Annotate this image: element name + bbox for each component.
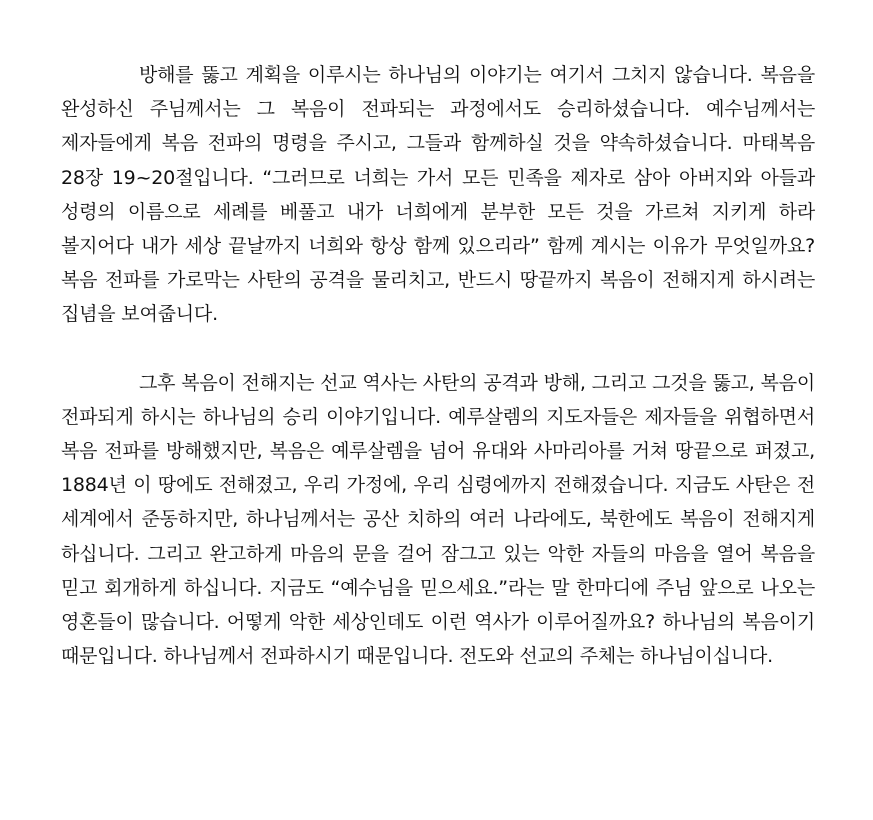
paragraph-1: 방해를 뚫고 계획을 이루시는 하나님의 이야기는 여기서 그치지 않습니다. 복음을 완성하신 주님께서는 그 복음이 전파되는 과정에서도 승리하셨습니다. 예수님께서는 제자들에게 복음 전파의 명령을 주시고, 그들과 함께하실 것을 약속하셨습니다. 마태복음 28장 19~20절입니다. “그러므로 너희는 가서 모든 민족을 제자로 삼아 아버지와 아들과 성령의 이름으로 세례를 베풀고 내가 너희에게 분부한 모든 것을 가르쳐 지키게 하라 볼지어다 내가 세상 끝날까지 너희와 항상 함께 있으리라” 함께 계시는 이유가 무엇일까요? 복음 전파를 가로막는 사탄의 공격을 물리치고, 반드시 땅끝까지 복음이 전해지게 하시려는 집념을 보여줍니다. (61, 64, 815, 326)
paragraph-2: 그후 복음이 전해지는 선교 역사는 사탄의 공격과 방해, 그리고 그것을 뚫고, 복음이 전파되게 하시는 하나님의 승리 이야기입니다. 예루살렘의 지도자들은 제자들을 위협하면서 복음 전파를 방해했지만, 복음은 예루살렘을 넘어 유대와 사마리아를 거쳐 땅끝으로 퍼졌고, 1884년 이 땅에도 전해졌고, 우리 가정에, 우리 심령에까지 전해졌습니다. 지금도 사탄은 전 세계에서 준동하지만, 하나님께서는 공산 치하의 여러 나라에도, 북한에도 복음이 전해지게 하십니다. 그리고 완고하게 마음의 문을 걸어 잠그고 있는 악한 자들의 마음을 열어 복음을 믿고 회개하게 하십니다. 지금도 “예수님을 믿으세요.”라는 말 한마디에 주님 앞으로 나오는 영혼들이 많습니다. 어떻게 악한 세상인데도 이런 역사가 이루어질까요? 하나님의 복음이기 때문입니다. 하나님께서 전파하시기 때문입니다. 전도와 선교의 주체는 하나님이십니다. (61, 371, 815, 668)
document-body (61, 58, 815, 673)
